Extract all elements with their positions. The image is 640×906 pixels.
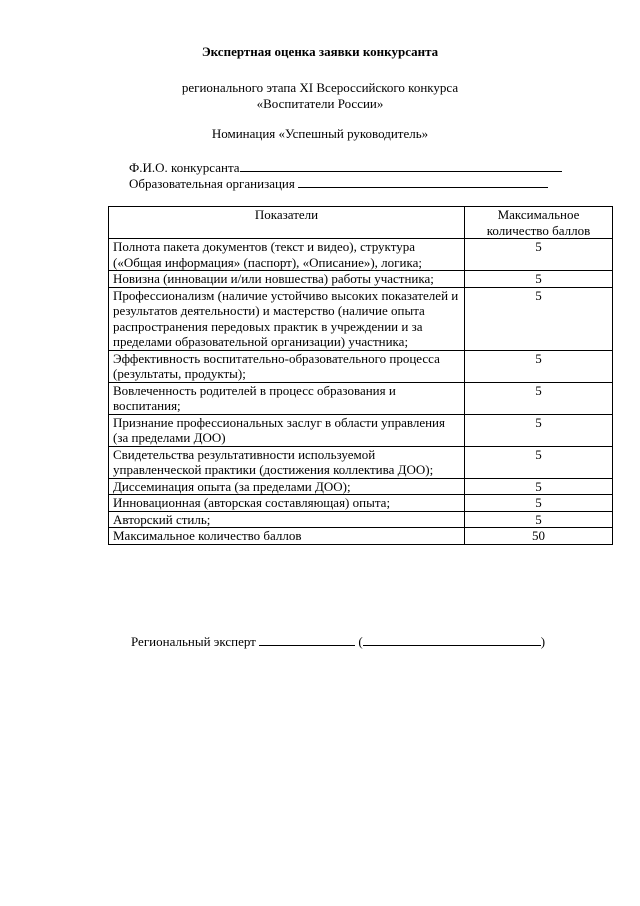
table-row [109, 414, 613, 446]
document-title: Экспертная оценка заявки конкурсанта [201, 44, 439, 59]
max-score-cell: 5 [465, 350, 613, 382]
indicator-cell: Эффективность воспитательно-образовательного процесса (результаты, продукты); [109, 350, 465, 382]
max-score-cell: 5 [465, 511, 613, 528]
table-row [109, 382, 613, 414]
max-score-cell: 5 [465, 287, 613, 350]
nomination-line: Номинация «Успешный руководитель» [211, 126, 429, 141]
table-row [109, 446, 613, 478]
close-paren: ) [540, 634, 546, 649]
table-row [109, 350, 613, 382]
indicator-cell: Свидетельства результативности используемой управленческой практики (достижения коллектива ДОО); [109, 446, 465, 478]
table-body [109, 239, 613, 545]
table-row [109, 271, 613, 288]
table-header-row [109, 207, 613, 239]
contestant-name-field [129, 159, 562, 176]
max-score-cell: 50 [465, 528, 613, 545]
organization-blank[interactable] [298, 175, 548, 188]
expert-signature-blank[interactable] [259, 633, 355, 646]
indicator-cell: Новизна (инновации и/или новшества) работы участника; [109, 271, 465, 288]
contestant-name-label: Ф.И.О. конкурсанта [129, 160, 240, 175]
table-row [109, 478, 613, 495]
organization-field [129, 175, 548, 192]
max-score-cell: 5 [465, 271, 613, 288]
table-row [109, 511, 613, 528]
indicator-cell: Профессионализм (наличие устойчиво высоких показателей и результатов деятельности) и мастерство (наличие опыта распространения передовых практик в учреждении и за пределами образовательной организации) участника; [109, 287, 465, 350]
max-score-cell: 5 [465, 446, 613, 478]
open-paren: ( [358, 634, 363, 649]
table-row [109, 495, 613, 512]
max-score-cell: 5 [465, 495, 613, 512]
regional-expert-label: Региональный эксперт [131, 634, 256, 649]
expert-name-blank[interactable] [363, 633, 541, 646]
max-score-cell: 5 [465, 382, 613, 414]
table-row [109, 287, 613, 350]
contestant-name-blank[interactable] [240, 159, 562, 172]
table-row [109, 239, 613, 271]
indicator-cell: Инновационная (авторская составляющая) опыта; [109, 495, 465, 512]
organization-label: Образовательная организация [129, 176, 295, 191]
indicator-cell: Авторский стиль; [109, 511, 465, 528]
indicator-cell: Полнота пакета документов (текст и видео), структура («Общая информация» (паспорт), «Описание»), логика; [109, 239, 465, 271]
regional-expert-signature [131, 633, 545, 650]
indicator-cell: Диссеминация опыта (за пределами ДОО); [109, 478, 465, 495]
table-row [109, 528, 613, 545]
indicator-cell: Признание профессиональных заслуг в области управления (за пределами ДОО) [109, 414, 465, 446]
contest-stage-line: регионального этапа XI Всероссийского конкурса [181, 80, 459, 95]
max-score-cell: 5 [465, 414, 613, 446]
column-header-max-score: Максимальное количество баллов [465, 207, 613, 239]
indicator-cell: Вовлеченность родителей в процесс образования и воспитания; [109, 382, 465, 414]
column-header-indicators: Показатели [109, 207, 465, 239]
evaluation-table [108, 206, 613, 545]
indicator-cell: Максимальное количество баллов [109, 528, 465, 545]
contest-name-line: «Воспитатели России» [256, 96, 384, 111]
max-score-cell: 5 [465, 239, 613, 271]
max-score-cell: 5 [465, 478, 613, 495]
